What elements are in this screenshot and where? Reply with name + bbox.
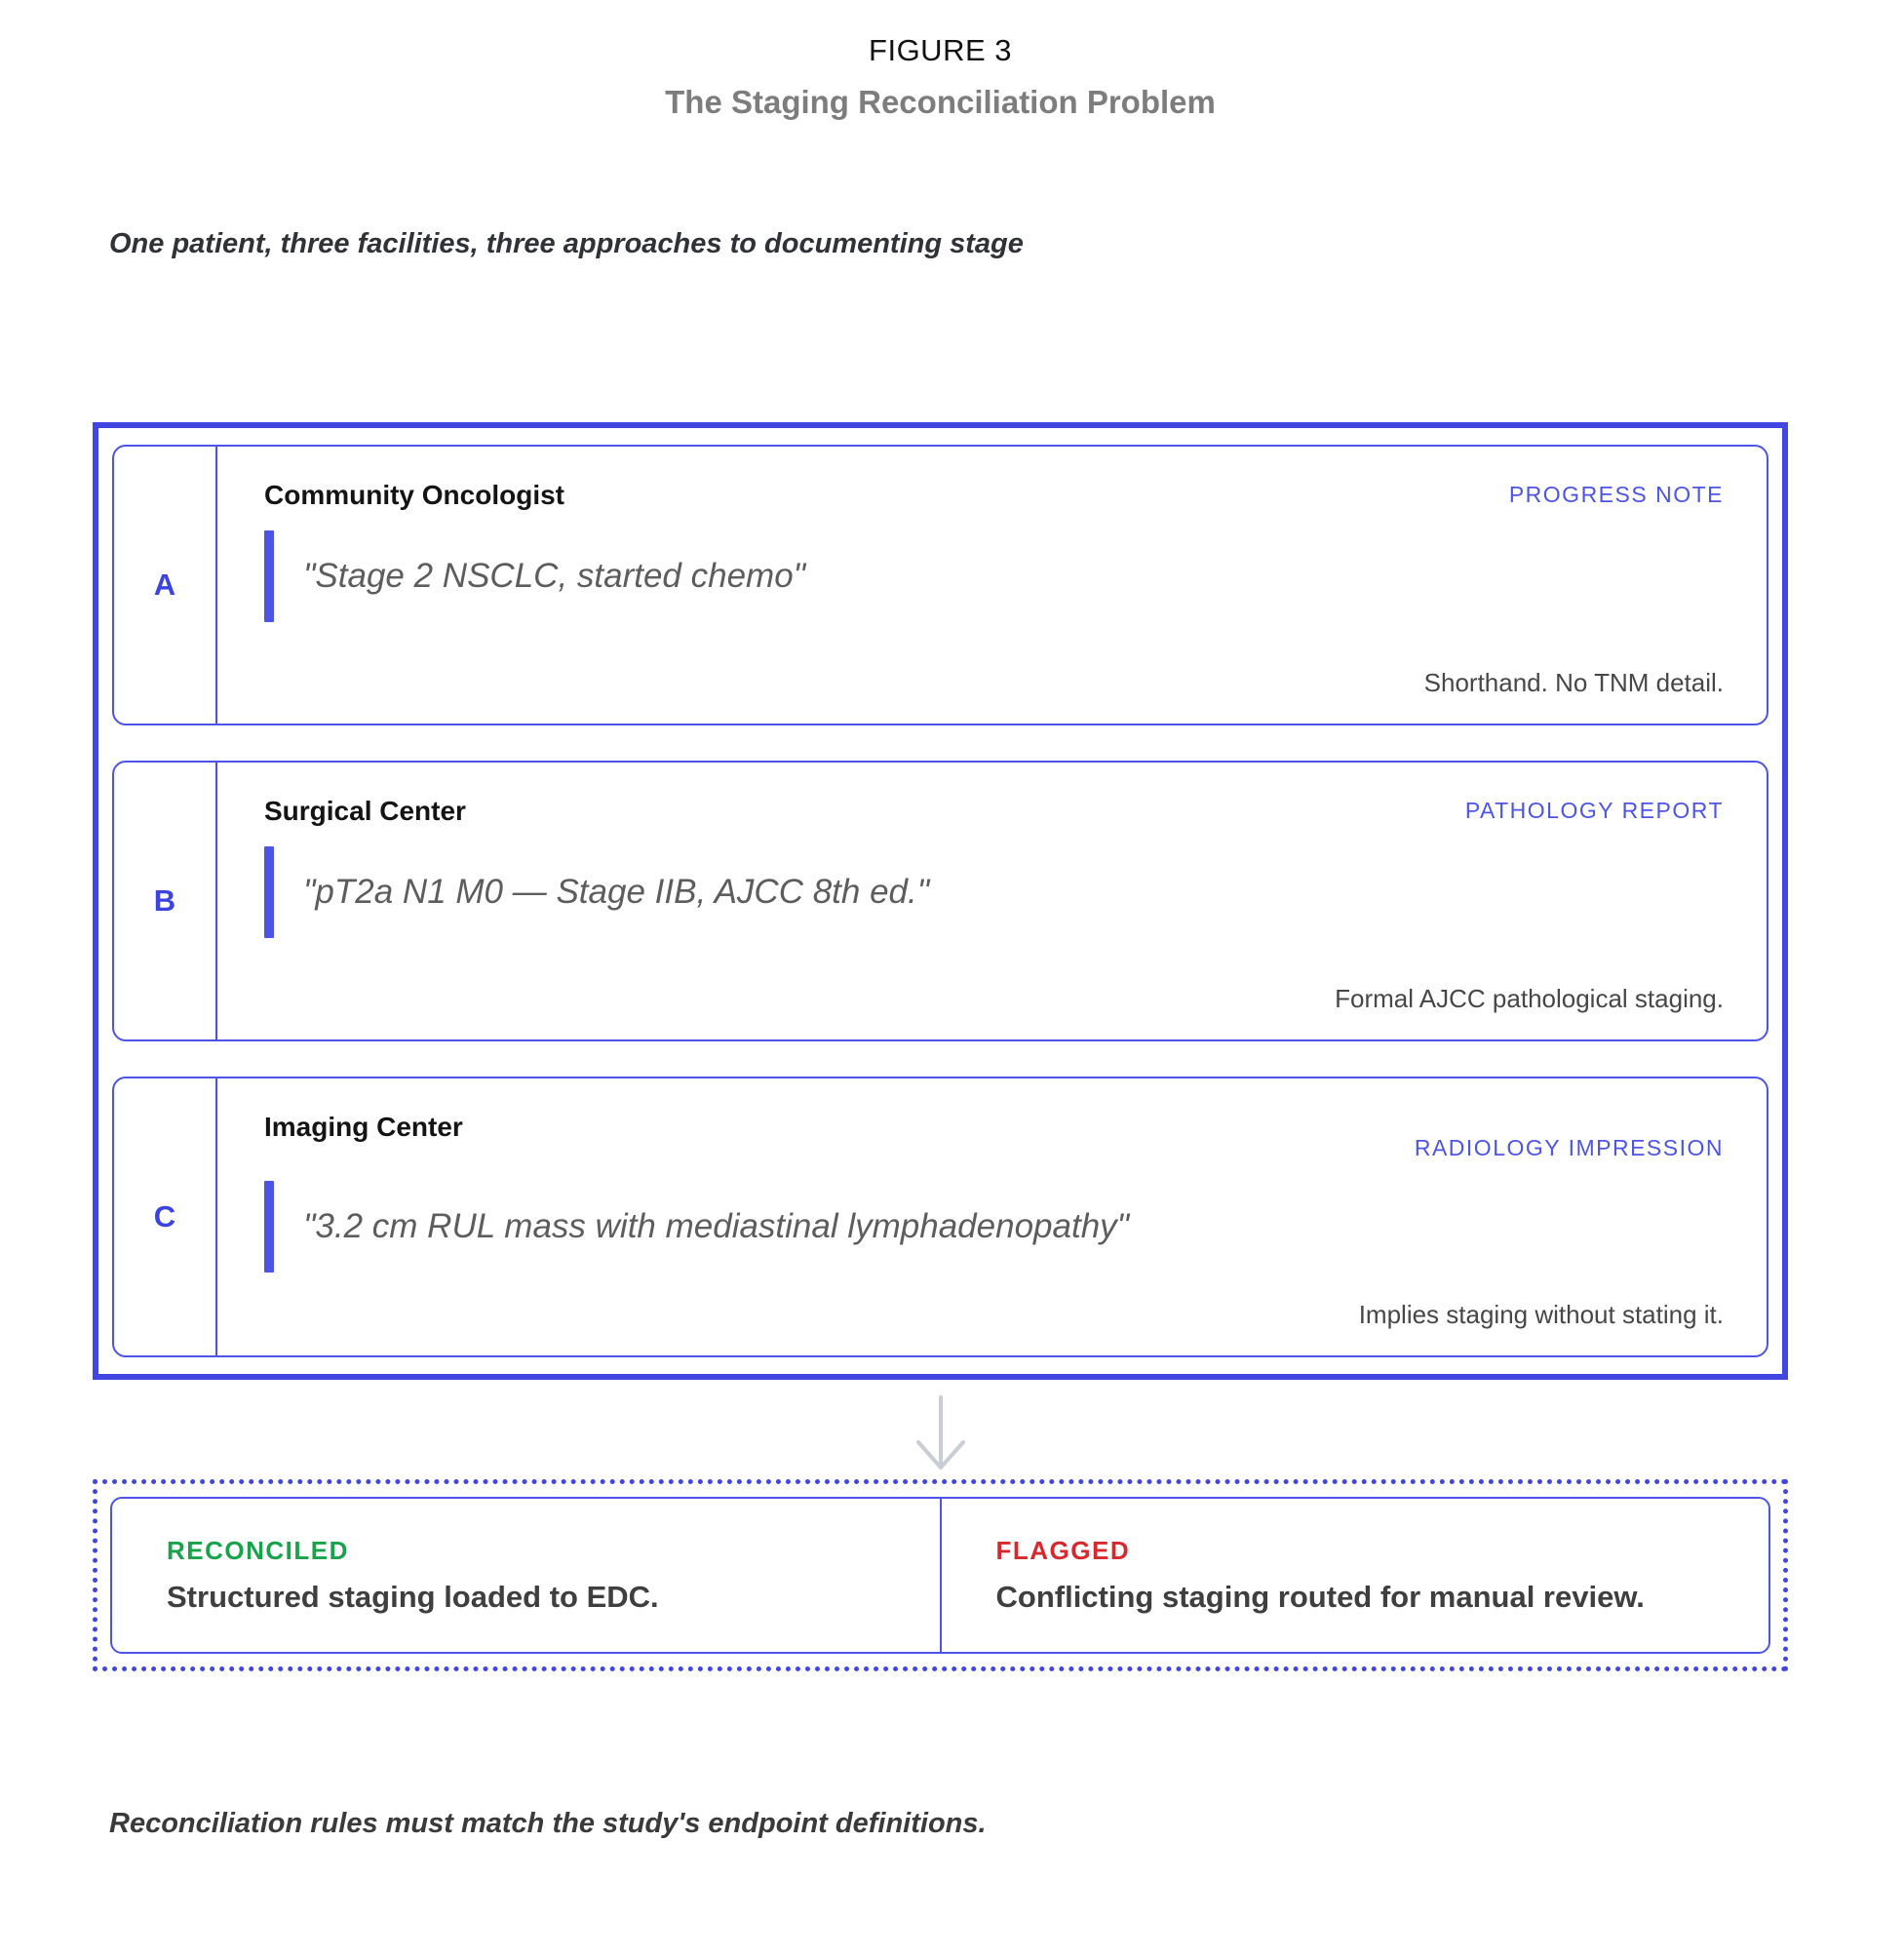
source-card-surgical-center: [112, 761, 1768, 1041]
card-letter-badge: A: [114, 447, 217, 724]
facility-name: Surgical Center: [264, 796, 466, 826]
flow-arrow-container: [93, 1395, 1788, 1479]
figure-number: FIGURE 3: [869, 33, 1012, 67]
quote-block: [264, 846, 1724, 938]
reconciliation-outcome-panel: [93, 1479, 1788, 1671]
outcome-flagged: [940, 1499, 1769, 1652]
card-body: [217, 763, 1767, 1039]
outcome-reconciled: [112, 1499, 940, 1652]
card-letter-badge: B: [114, 763, 217, 1039]
quote-accent-bar: [264, 530, 274, 622]
quote-accent-bar: [264, 846, 274, 938]
document-type-label: PROGRESS NOTE: [1508, 482, 1724, 507]
intro-caption: One patient, three facilities, three approaches to documenting stage: [109, 228, 1024, 259]
card-header: [264, 796, 1724, 827]
card-letter-badge: C: [114, 1078, 217, 1355]
quote-block: [264, 1181, 1724, 1273]
quote-text: "3.2 cm RUL mass with mediastinal lymphadenopathy": [303, 1207, 1130, 1245]
document-type-label: PATHOLOGY REPORT: [1464, 798, 1724, 823]
down-arrow-icon: [911, 1395, 971, 1473]
footer-caption: Reconciliation rules must match the study's endpoint definitions.: [109, 1808, 987, 1839]
flagged-description: Conflicting staging routed for manual review.: [995, 1580, 1645, 1614]
card-header: [264, 480, 1724, 511]
card-annotation: Formal AJCC pathological staging.: [1335, 984, 1724, 1013]
figure-content: [93, 0, 1788, 1840]
flagged-status-badge: FLAGGED: [995, 1536, 1131, 1565]
staging-sources-panel: [93, 422, 1788, 1380]
quote-accent-bar: [264, 1181, 274, 1273]
facility-name: Imaging Center: [264, 1112, 463, 1142]
reconciled-status-badge: RECONCILED: [167, 1536, 349, 1565]
quote-block: [264, 530, 1724, 622]
quote-text: "Stage 2 NSCLC, started chemo": [303, 557, 806, 595]
document-type-label: RADIOLOGY IMPRESSION: [1414, 1135, 1724, 1160]
quote-text: "pT2a N1 M0 — Stage IIB, AJCC 8th ed.": [303, 873, 930, 911]
card-annotation: Implies staging without stating it.: [1358, 1300, 1724, 1329]
facility-name: Community Oncologist: [264, 480, 564, 510]
card-annotation: Shorthand. No TNM detail.: [1423, 668, 1724, 697]
card-body: [217, 1078, 1767, 1355]
source-card-community-oncologist: [112, 445, 1768, 725]
card-body: [217, 447, 1767, 724]
card-header: [264, 1112, 1724, 1161]
reconciled-description: Structured staging loaded to EDC.: [167, 1580, 659, 1614]
outcome-inner-box: [110, 1497, 1770, 1654]
source-card-imaging-center: [112, 1077, 1768, 1357]
figure-title: The Staging Reconciliation Problem: [665, 84, 1216, 120]
